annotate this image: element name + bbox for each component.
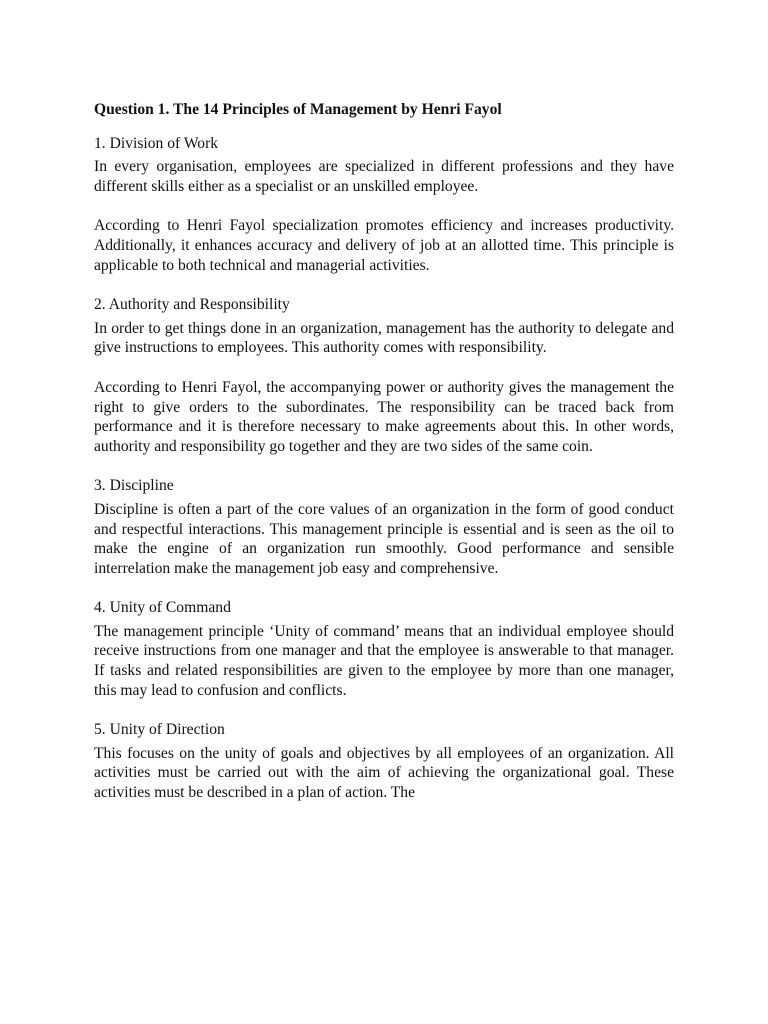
section-discipline <box>94 476 674 578</box>
paragraph: In order to get things done in an organization, management has the authority to delegate and give instructions to employees. This authority comes with responsibility. <box>94 319 674 357</box>
section-heading: 1. Division of Work <box>94 134 219 152</box>
section-unity-of-command <box>94 598 674 700</box>
section-division-of-work <box>94 134 674 276</box>
section-heading: 5. Unity of Direction <box>94 721 225 739</box>
paragraph: This focuses on the unity of goals and objectives by all employees of an organization. All activities must be carried out with the aim of achieving the organizational goal. These activities must be described in a plan of action. The <box>94 744 674 802</box>
section-authority-and-responsibility <box>94 295 674 456</box>
section-heading: 2. Authority and Responsibility <box>94 296 290 314</box>
paragraph: According to Henri Fayol specialization promotes efficiency and increases productivity. Additionally, it enhances accuracy and delivery of job at an allotted time. This principle is applicable to both technical and managerial activities. <box>94 217 674 274</box>
paragraph: In every organisation, employees are specialized in different professions and they have different skills either as a specialist or an unskilled employee. <box>94 158 674 195</box>
paragraph: Discipline is often a part of the core values of an organization in the form of good conduct and respectful interactions. This management principle is essential and is seen as the oil to make the engine of an organization run smoothly. Good performance and sensible interrelation make the management job easy and comprehensive. <box>94 500 674 577</box>
document-page <box>94 100 674 823</box>
section-heading: 3. Discipline <box>94 477 174 495</box>
section-heading: 4. Unity of Command <box>94 599 231 617</box>
paragraph: According to Henri Fayol, the accompanying power or authority gives the management the right to give orders to the subordinates. The responsibility can be traced back from performance and it is therefore necessary to make agreements about this. In other words, authority and responsibility go together and they are two sides of the same coin. <box>94 378 674 455</box>
section-unity-of-direction <box>94 720 674 802</box>
paragraph: The management principle ‘Unity of command’ means that an individual employee should receive instructions from one manager and that the employee is answerable to that manager. If tasks and related responsibilities are given to the employee by more than one manager, this may lead to confusion and conflicts. <box>94 622 674 699</box>
document-title: Question 1. The 14 Principles of Management by Henri Fayol <box>94 101 502 118</box>
